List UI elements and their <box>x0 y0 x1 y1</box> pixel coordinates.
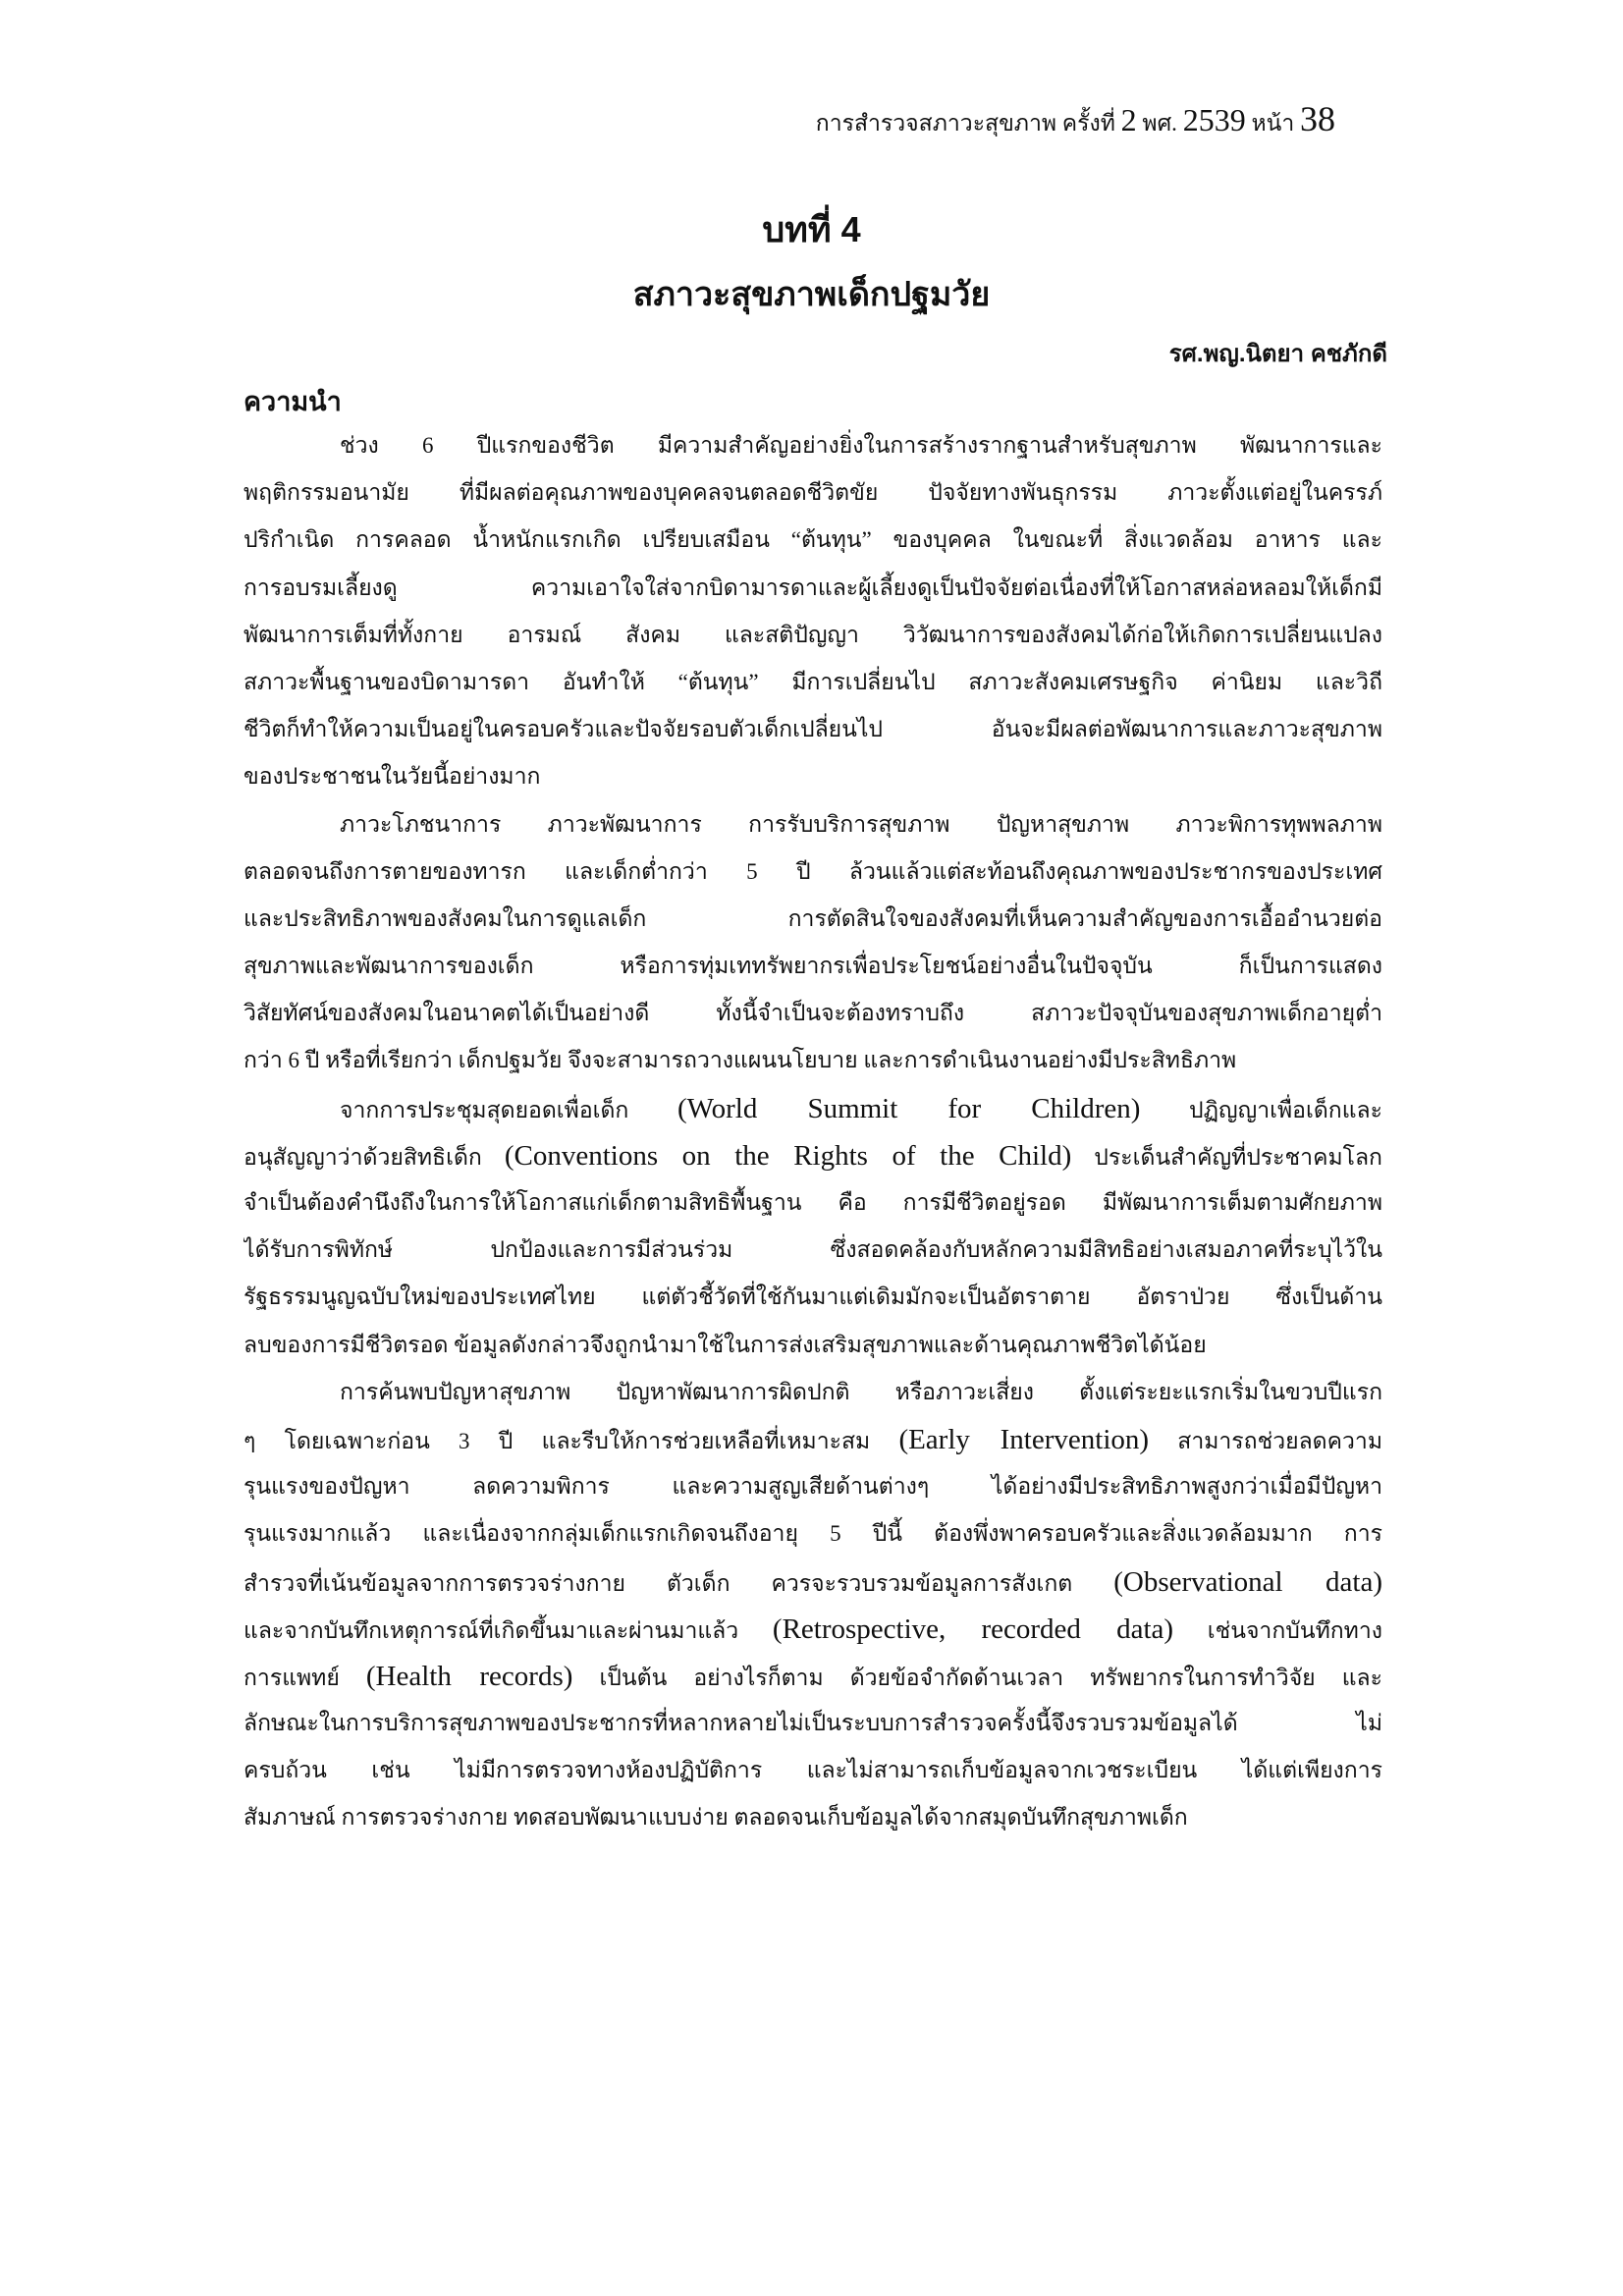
text-line <box>243 1653 1382 1700</box>
text-line: การค้นพบปัญหาสุขภาพ ปัญหาพัฒนาการผิดปกติ หรือภาวะเสี่ยง ตั้งแต่ระยะแรกเริ่มในขวบปีแรก <box>340 1379 1382 1404</box>
paragraph <box>243 422 1382 801</box>
text-line: ภาวะโภชนาการ ภาวะพัฒนาการ การรับบริการสุขภาพ ปัญหาสุขภาพ ภาวะพิการทุพพลภาพ <box>340 811 1382 837</box>
text-line: สัมภาษณ์ การตรวจร่างกาย ทดสอบพัฒนาแบบง่าย ตลอดจนเก็บข้อมูลได้จากสมุดบันทึกสุขภาพเด็ก <box>243 1805 1188 1831</box>
text-segment: สามารถช่วยลดความ <box>1149 1428 1382 1453</box>
running-header <box>816 98 1335 141</box>
text-line: ลักษณะในการบริการสุขภาพของประชากรที่หลากหลายไม่เป็นระบบการสำรวจครั้งนี้จึงรวบรวมข้อมูลได้ ไม่ <box>243 1711 1382 1736</box>
text-line <box>243 1558 1382 1606</box>
english-term: (Retrospective, recorded data) <box>772 1613 1174 1645</box>
body-text <box>243 422 1382 1842</box>
text-line: รุนแรงมากแล้ว และเนื่องจากกลุ่มเด็กแรกเกิดจนถึงอายุ 5 ปีนี้ ต้องพึ่งพาครอบครัวและสิ่งแวดล้อมมาก การ <box>243 1521 1382 1547</box>
page-number: 38 <box>1300 99 1335 138</box>
text-line <box>243 1606 1382 1653</box>
text-segment: ประเด็นสำคัญที่ประชาคมโลก <box>1071 1144 1382 1170</box>
text-line <box>243 1085 1382 1132</box>
text-line: และประสิทธิภาพของสังคมในการดูแลเด็ก การตัดสินใจของสังคมที่เห็นความสำคัญของการเอื้ออำนวยต่อ <box>243 905 1382 931</box>
text-line: รัฐธรรมนูญฉบับใหม่ของประเทศไทย แต่ตัวชี้วัดที่ใช้กันมาแต่เดิมมักจะเป็นอัตราตาย อัตราป่วย ซึ่งเป็นด้าน <box>243 1285 1382 1310</box>
text-line: วิสัยทัศน์ของสังคมในอนาคตได้เป็นอย่างดี ทั้งนี้จำเป็นจะต้องทราบถึง สภาวะปัจจุบันของสุขภาพเด็กอายุต่ำ <box>243 1001 1382 1026</box>
paragraph <box>243 801 1382 1085</box>
text-line: รุนแรงของปัญหา ลดความพิการ และความสูญเสียด้านต่างๆ ได้อย่างมีประสิทธิภาพสูงกว่าเมื่อมีปัญหา <box>243 1474 1382 1500</box>
page-label: หน้า <box>1251 111 1295 136</box>
text-line <box>243 1132 1382 1179</box>
text-segment: เป็นต้น อย่างไรก็ตาม ด้วยข้อจำกัดด้านเวลา ทรัพยากรในการทำวิจัย และ <box>572 1665 1382 1690</box>
text-line: ปริกำเนิด การคลอด น้ำหนักแรกเกิด เปรียบเสมือน “ต้นทุน” ของบุคคล ในขณะที่ สิ่งแวดล้อม อาหาร และ <box>243 527 1382 553</box>
text-line: จำเป็นต้องคำนึงถึงในการให้โอกาสแก่เด็กตามสิทธิพื้นฐาน คือ การมีชีวิตอยู่รอด มีพัฒนาการเต็มตามศักยภาพ <box>243 1190 1382 1215</box>
survey-number: 2 <box>1120 102 1137 137</box>
text-segment: การแพทย์ <box>243 1665 366 1690</box>
text-line: ครบถ้วน เช่น ไม่มีการตรวจทางห้องปฏิบัติการ และไม่สามารถเก็บข้อมูลจากเวชระเบียน ได้แต่เพียงการ <box>243 1758 1382 1783</box>
text-line: สภาวะพื้นฐานของบิดามารดา อันทำให้ “ต้นทุน” มีการเปลี่ยนไป สภาวะสังคมเศรษฐกิจ ค่านิยม และวิถี <box>243 669 1382 694</box>
year: 2539 <box>1182 102 1246 137</box>
english-term: (Conventions on the Rights of the Child) <box>504 1139 1072 1172</box>
text-line: กว่า 6 ปี หรือที่เรียกว่า เด็กปฐมวัย จึงจะสามารถวางแผนนโยบาย และการดำเนินงานอย่างมีประสิทธิภาพ <box>243 1048 1237 1073</box>
text-line: ชีวิตก็ทำให้ความเป็นอยู่ในครอบครัวและปัจจัยรอบตัวเด็กเปลี่ยนไป อันจะมีผลต่อพัฒนาการและภาวะสุขภาพ <box>243 717 1382 742</box>
paragraph <box>243 1369 1382 1842</box>
year-label: พศ. <box>1142 111 1177 136</box>
text-line <box>243 1416 1382 1463</box>
survey-label: การสำรวจสภาวะสุขภาพ ครั้งที่ <box>815 111 1115 136</box>
text-line: สุขภาพและพัฒนาการของเด็ก หรือการทุ่มเททรัพยากรเพื่อประโยชน์อย่างอื่นในปัจจุบัน ก็เป็นการแสดง <box>243 954 1382 979</box>
text-segment: สำรวจที่เน้นข้อมูลจากการตรวจร่างกาย ตัวเด็ก ควรจะรวบรวมข้อมูลการสังเกต <box>243 1570 1114 1596</box>
text-line: การอบรมเลี้ยงดู ความเอาใจใส่จากบิดามารดาและผู้เลี้ยงดูเป็นปัจจัยต่อเนื่องที่ให้โอกาสหล่อหลอมให้เด็กมี <box>243 574 1382 600</box>
text-segment: อนุสัญญาว่าด้วยสิทธิเด็ก <box>243 1144 505 1170</box>
text-line: พัฒนาการเต็มที่ทั้งกาย อารมณ์ สังคม และสติปัญญา วิวัฒนาการของสังคมได้ก่อให้เกิดการเปลี่ยนแปลง <box>243 622 1382 647</box>
english-term: (Observational data) <box>1113 1565 1382 1598</box>
text-line: พฤติกรรมอนามัย ที่มีผลต่อคุณภาพของบุคคลจนตลอดชีวิตขัย ปัจจัยทางพันธุกรรม ภาวะตั้งแต่อยู่ในครรภ์ <box>243 480 1382 506</box>
chapter-title: สภาวะสุขภาพเด็กปฐมวัย <box>632 276 991 313</box>
section-heading: ความนำ <box>243 387 342 416</box>
text-segment: ปฏิญญาเพื่อเด็กและ <box>1140 1097 1382 1122</box>
text-line: ช่วง 6 ปีแรกของชีวิต มีความสำคัญอย่างยิ่งในการสร้างรากฐานสำหรับสุขภาพ พัฒนาการและ <box>340 433 1382 458</box>
english-term: (Early Intervention) <box>898 1423 1150 1455</box>
text-line: ได้รับการพิทักษ์ ปกป้องและการมีส่วนร่วม ซึ่งสอดคล้องกับหลักความมีสิทธิอย่างเสมอภาคที่ระบุไว้ใน <box>243 1237 1382 1263</box>
text-segment: จากการประชุมสุดยอดเพื่อเด็ก <box>340 1097 677 1122</box>
text-line: ของประชาชนในวัยนี้อย่างมาก <box>243 764 541 790</box>
text-segment: เช่นจากบันทึกทาง <box>1173 1617 1382 1643</box>
paragraph <box>243 1085 1382 1369</box>
chapter-number: บทที่ 4 <box>762 209 861 249</box>
text-segment: และจากบันทึกเหตุการณ์ที่เกิดขึ้นมาและผ่านมาแล้ว <box>243 1617 773 1643</box>
text-line: ตลอดจนถึงการตายของทารก และเด็กต่ำกว่า 5 ปี ล้วนแล้วแต่สะท้อนถึงคุณภาพของประชากรของประเทศ <box>243 858 1382 884</box>
text-segment: ๆ โดยเฉพาะก่อน 3 ปี และรีบให้การช่วยเหลือที่เหมาะสม <box>243 1428 899 1453</box>
text-line: ลบของการมีชีวิตรอด ข้อมูลดังกล่าวจึงถูกนำมาใช้ในการส่งเสริมสุขภาพและด้านคุณภาพชีวิตได้น้อย <box>243 1332 1207 1357</box>
english-term: (Health records) <box>365 1660 573 1692</box>
english-term: (World Summit for Children) <box>676 1092 1141 1124</box>
author-name: รศ.พญ.นิตยา คชภักดี <box>1168 341 1387 367</box>
